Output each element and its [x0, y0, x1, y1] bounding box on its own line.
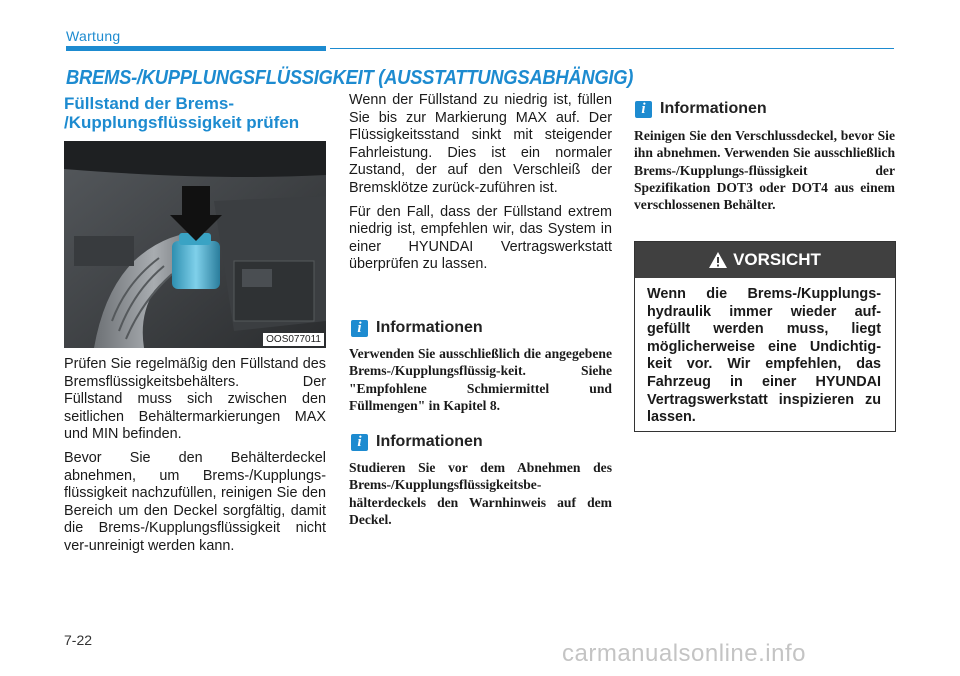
- info-icon: i: [351, 434, 368, 451]
- warning-triangle-icon: [709, 252, 727, 268]
- watermark: carmanualsonline.info: [562, 640, 806, 667]
- section-label: Wartung: [66, 28, 121, 44]
- caution-text: Wenn die Brems-/Kupplungs-hydraulik immer wieder auf-gefüllt werden muss, liegt möglicherweise eine Undichtig-keit vor. Wir empfehlen, das Fahrzeug in einer HYUNDAI Vertragswerkstatt inspizieren zu lassen.: [647, 286, 881, 426]
- paragraph: Wenn der Füllstand zu niedrig ist, füllen Sie bis zur Markierung MAX auf. Der Flüssigkeitsstand sinkt mit steigender Fahrleistung. Dies ist ein normaler Zustand, der auf den Verschleiß der Bremsklötze zurück-zuführen ist.: [349, 92, 612, 196]
- info-icon: i: [635, 101, 652, 118]
- info-text-2: Studieren Sie vor dem Abnehmen des Brems-/Kupplungsflüssigkeitsbe-hälterdeckels den Warnhinweis auf dem Deckel.: [349, 460, 612, 527]
- header-rule-thin: [330, 48, 894, 49]
- info-heading-3: [635, 100, 767, 118]
- caution-header: [635, 242, 895, 278]
- engine-bay-photo: [64, 141, 326, 348]
- info-heading-2: [351, 433, 483, 451]
- caution-title: VORSICHT: [733, 250, 821, 269]
- info-heading-label: Informationen: [376, 319, 483, 336]
- page-title: BREMS-/KUPPLUNGSFLÜSSIGKEIT (AUSSTATTUNGSABHÄNGIG): [66, 67, 634, 89]
- info-text-3: Reinigen Sie den Verschlussdeckel, bevor Sie ihn abnehmen. Verwenden Sie ausschließlich Brems-/Kupplungs-flüssigkeit der Spezifikation DOT3 oder DOT4 aus einem verschlossenen Behälter.: [634, 128, 895, 213]
- caution-box: [634, 241, 896, 432]
- column-2-text: [349, 92, 612, 280]
- info-heading-1: [351, 319, 483, 337]
- paragraph: Bevor Sie den Behälterdeckel abnehmen, um Brems-/Kupplungs-flüssigkeit nachzufüllen, reinigen Sie den Bereich um den Deckel sorgfältig, damit die Brems-/Kupplungsflüssigkeit nicht ver-unreinigt werden kann.: [64, 449, 326, 554]
- header-rule-thick: [66, 46, 326, 51]
- engine-bay-illustration: [64, 141, 326, 348]
- paragraph: Für den Fall, dass der Füllstand extrem niedrig ist, empfehlen wir, das System in einer HYUNDAI Vertragswerkstatt überprüfen zu lassen.: [349, 203, 612, 273]
- info-icon: i: [351, 320, 368, 337]
- subsection-title: [64, 94, 334, 132]
- subsection-title-line1: Füllstand der Brems-: [64, 94, 235, 113]
- info-heading-label: Informationen: [376, 433, 483, 450]
- photo-code: OOS077011: [263, 333, 324, 346]
- page-number: 7-22: [64, 632, 93, 648]
- info-heading-label: Informationen: [660, 100, 767, 117]
- paragraph: Prüfen Sie regelmäßig den Füllstand des Bremsflüssigkeitsbehälters. Der Füllstand muss sich zwischen den seitlichen Behältermarkierungen MAX und MIN befinden.: [64, 356, 326, 443]
- subsection-title-line2: /Kupplungsflüssigkeit prüfen: [64, 113, 300, 132]
- info-text-1: Verwenden Sie ausschließlich die angegebene Brems-/Kupplungsflüssig-keit. Siehe "Empfohlene Schmiermittel und Füllmengen" in Kapitel 8.: [349, 346, 612, 413]
- column-1-text: [64, 356, 326, 562]
